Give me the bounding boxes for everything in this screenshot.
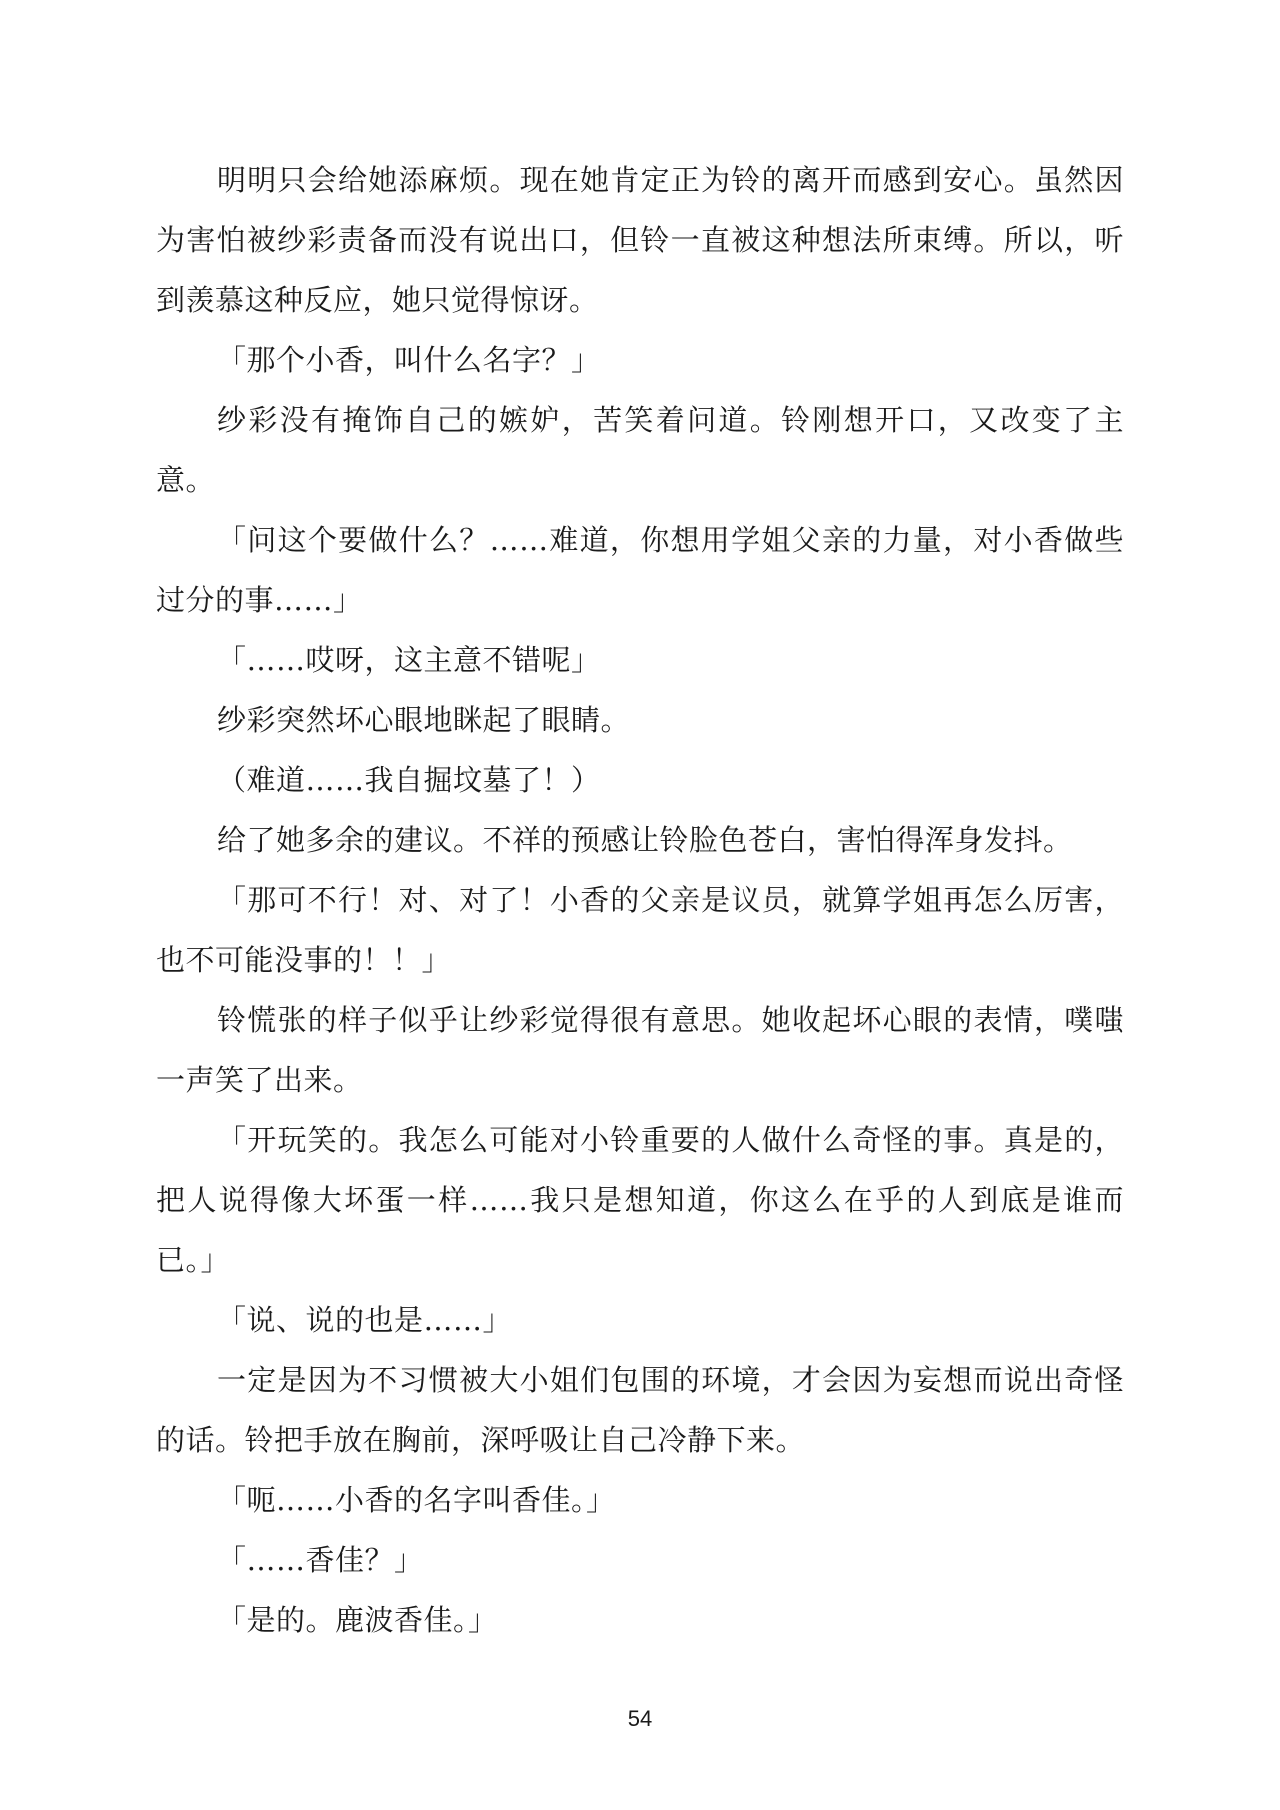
paragraph: 「呃……小香的名字叫香佳。」 [217, 1483, 616, 1517]
paragraph: 明明只会给她添麻烦。现在她肯定正为铃的离开而感到安心。虽然因为害怕被纱彩责备而没有说出口，但铃一直被这种想法所束缚。所以，听到羡慕这种反应，她只觉得惊讶。 [156, 163, 1124, 317]
paragraph: 铃慌张的样子似乎让纱彩觉得很有意思。她收起坏心眼的表情，噗嗤一声笑了出来。 [156, 1003, 1124, 1097]
paragraph: 纱彩突然坏心眼地眯起了眼睛。 [217, 703, 631, 737]
paragraph: 「那个小香，叫什么名字？」 [217, 343, 601, 377]
paragraph: 「说、说的也是……」 [217, 1303, 513, 1337]
paragraph: 「那可不行！对、对了！小香的父亲是议员，就算学姐再怎么厉害，也不可能没事的！！」 [156, 883, 1124, 977]
paragraph: 「……香佳？」 [217, 1543, 424, 1577]
paragraph: （难道……我自掘坟墓了！） [217, 763, 601, 797]
page-number: 54 [627, 1706, 653, 1731]
paragraph: 「问这个要做什么？……难道，你想用学姐父亲的力量，对小香做些过分的事……」 [156, 523, 1124, 617]
text-body [156, 150, 1124, 1650]
paragraph: 「……哎呀，这主意不错呢」 [217, 643, 601, 677]
paragraph: 纱彩没有掩饰自己的嫉妒，苦笑着问道。铃刚想开口，又改变了主意。 [156, 403, 1124, 497]
paragraph: 「开玩笑的。我怎么可能对小铃重要的人做什么奇怪的事。真是的，把人说得像大坏蛋一样……我只是想知道，你这么在乎的人到底是谁而已。」 [156, 1123, 1124, 1277]
paragraph: 「是的。鹿波香佳。」 [217, 1603, 498, 1637]
paragraph: 给了她多余的建议。不祥的预感让铃脸色苍白，害怕得浑身发抖。 [217, 823, 1073, 857]
paragraph: 一定是因为不习惯被大小姐们包围的环境，才会因为妄想而说出奇怪的话。铃把手放在胸前，深呼吸让自己冷静下来。 [156, 1363, 1124, 1457]
